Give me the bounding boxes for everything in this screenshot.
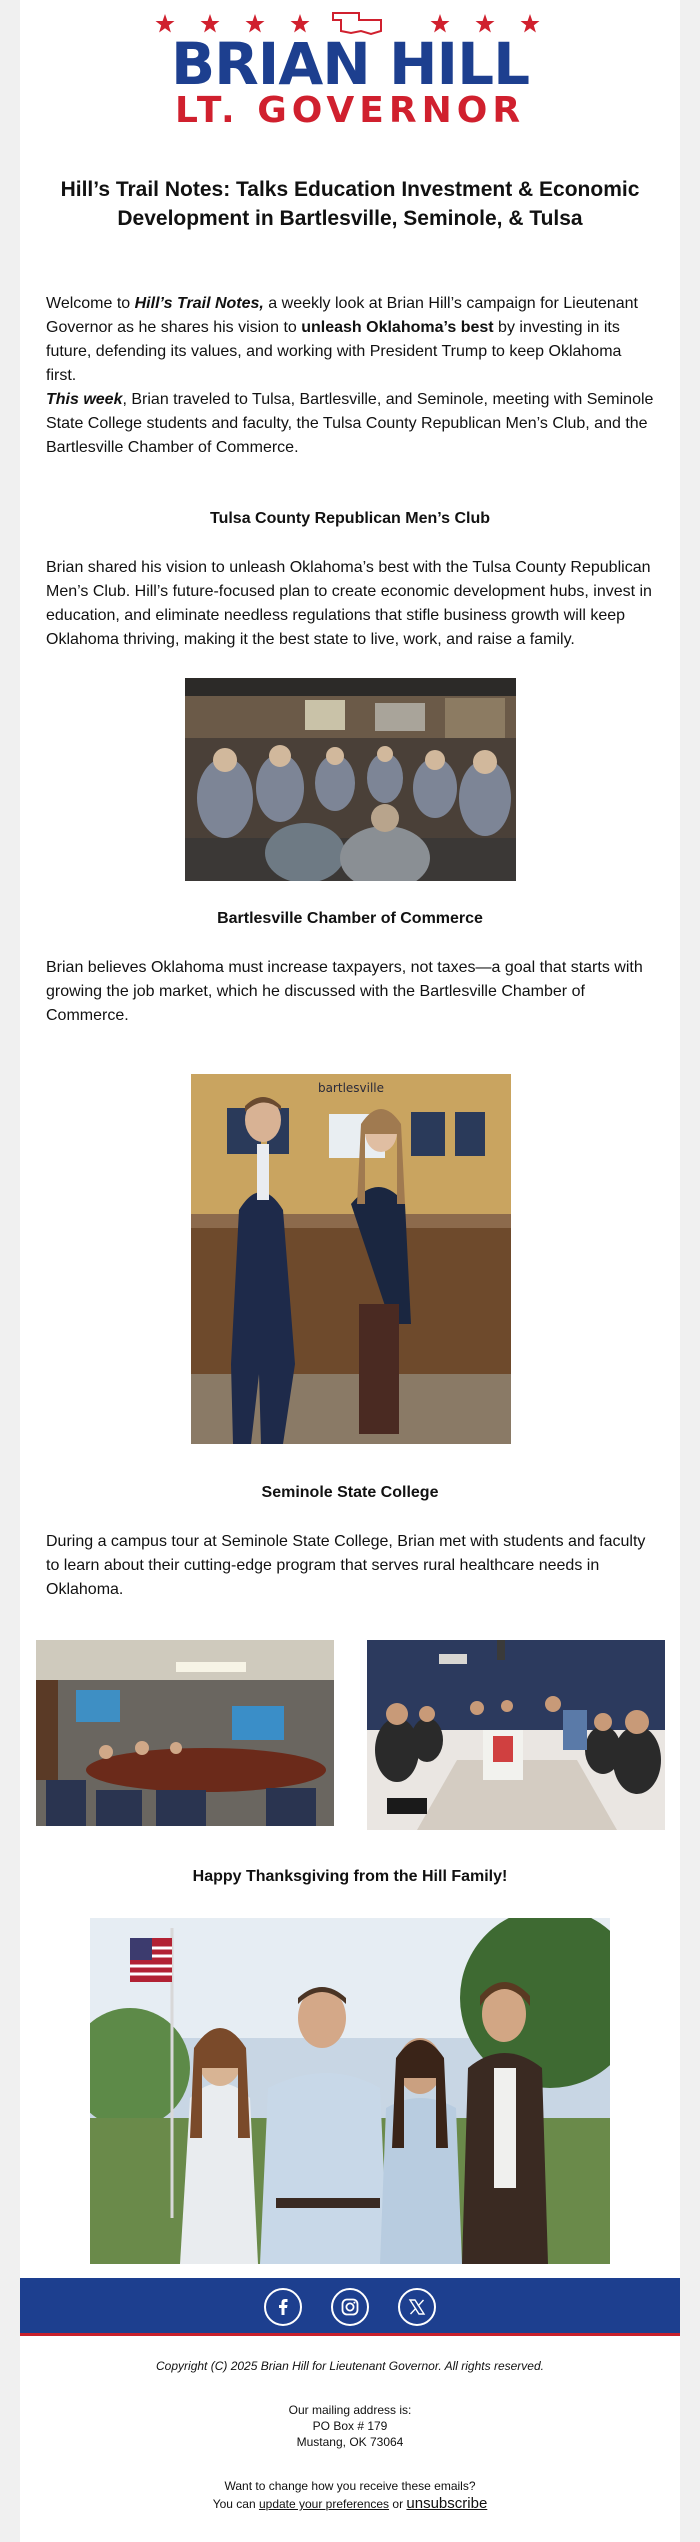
logo-office: LT. GOVERNOR bbox=[174, 90, 526, 131]
facebook-icon[interactable] bbox=[264, 2288, 302, 2326]
campaign-logo bbox=[20, 0, 680, 150]
seminole-heading: Seminole State College bbox=[261, 1484, 439, 1501]
newsletter-title: Hill’s Trail Notes: Talks Education Investment & Economic Development in Bartlesville, Seminole, & Tulsa bbox=[60, 178, 640, 230]
change-prompt: Want to change how you receive these emails? bbox=[224, 2479, 476, 2493]
bartlesville-heading: Bartlesville Chamber of Commerce bbox=[217, 910, 483, 927]
tagline-bold: unleash Oklahoma’s best bbox=[301, 319, 494, 336]
newsletter-name: Hill’s Trail Notes, bbox=[134, 295, 264, 312]
x-icon[interactable] bbox=[398, 2288, 436, 2326]
bartlesville-paragraph: Brian believes Oklahoma must increase taxpayers, not taxes—a goal that starts with growing the job market, which he discussed with the Bartlesville Chamber of Commerce. bbox=[46, 959, 643, 1024]
tulsa-heading: Tulsa County Republican Men’s Club bbox=[209, 510, 490, 527]
address-line-2: Mustang, OK 73064 bbox=[296, 2435, 404, 2449]
copyright-text: Copyright (C) 2025 Brian Hill for Lieutenant Governor. All rights reserved. bbox=[156, 2359, 544, 2373]
email-page bbox=[20, 0, 680, 2542]
tulsa-paragraph: Brian shared his vision to unleash Oklahoma’s best with the Tulsa County Republican Men’s Club. Hill’s future-focused plan to create economic development hubs, invest in education, and eliminate needless regulations that stifle business growth will keep Oklahoma thriving, making it the best state to live, work, and raise a family. bbox=[46, 559, 652, 648]
instagram-icon[interactable] bbox=[331, 2288, 369, 2326]
address-line-1: PO Box # 179 bbox=[312, 2419, 388, 2433]
intro-paragraph: Welcome to Hill’s Trail Notes, a weekly look at Brian Hill’s campaign for Lieutenant Governor as he shares his vision to unleash Oklahoma’s best by investing in its future, defending its values, and working with President Trump to keep Oklahoma first. bbox=[46, 295, 638, 384]
preferences-line: You can update your preferences or unsubscribe bbox=[212, 2495, 488, 2512]
chamber-sign: bartlesville bbox=[317, 1081, 385, 1095]
seminole-student-meeting-photo bbox=[367, 1640, 665, 1830]
thanksgiving-heading: Happy Thanksgiving from the Hill Family! bbox=[192, 1868, 508, 1885]
unsubscribe-link[interactable]: unsubscribe bbox=[406, 2495, 488, 2512]
update-preferences-link[interactable]: update your preferences bbox=[258, 2497, 390, 2511]
seminole-paragraph: During a campus tour at Seminole State College, Brian met with students and faculty to learn about their cutting-edge program that serves rural healthcare needs in Oklahoma. bbox=[46, 1533, 646, 1598]
tulsa-meeting-photo bbox=[185, 678, 516, 881]
hill-family-photo bbox=[90, 1918, 610, 2264]
mailing-label: Our mailing address is: bbox=[288, 2403, 412, 2417]
this-week-paragraph: This week, Brian traveled to Tulsa, Bartlesville, and Seminole, meeting with Seminole State College students and faculty, the Tulsa County Republican Men’s Club, and the Bartlesville Chamber of Commerce. bbox=[46, 391, 654, 456]
logo-name: BRIAN HILL bbox=[170, 30, 530, 98]
seminole-conference-room-photo bbox=[36, 1640, 334, 1826]
social-footer-bar bbox=[20, 2278, 680, 2336]
bartlesville-chamber-photo bbox=[191, 1074, 511, 1444]
